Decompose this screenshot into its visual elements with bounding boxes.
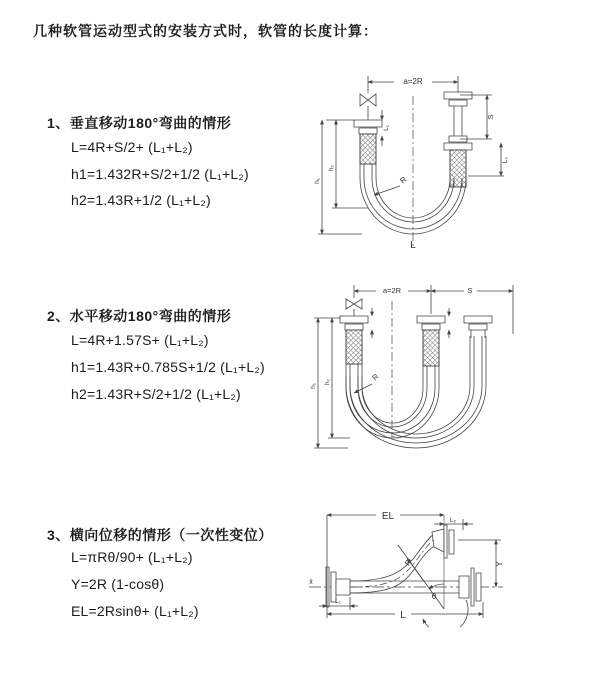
section-1-heading: 1、垂直移动180°弯曲的情形 <box>47 115 232 131</box>
dim-l1-label: L₁ <box>383 125 390 131</box>
dim-h2-label: h₂ <box>328 164 335 172</box>
radius-label: R <box>398 174 409 186</box>
dim-el-label: EL <box>381 511 395 522</box>
dim-l1-label: L₁ <box>335 598 341 605</box>
length-label: L <box>400 610 406 621</box>
length-label: L <box>410 240 416 251</box>
section-1-formula-h1: h1=1.432R+S/2+1/2 (L₁+L₂) <box>71 166 249 182</box>
section-2-formula-l: L=4R+1.57S+ (L₁+L₂) <box>71 332 209 348</box>
length-label: L <box>391 432 395 439</box>
dim-s-label: S <box>467 286 473 295</box>
dim-a-label: a=2R <box>403 77 423 86</box>
dim-h1-label: h₁ <box>314 178 321 184</box>
dim-s-label: S <box>486 114 495 120</box>
diagram-horizontal-180-bend <box>306 276 566 466</box>
section-1-formula-h2: h2=1.43R+1/2 (L₁+L₂) <box>71 192 211 208</box>
hose-drawing-3 <box>309 509 503 627</box>
theta-label: θ <box>431 592 437 601</box>
section-3-formula-el: EL=2Rsinθ+ (L₁+L₂) <box>71 603 199 619</box>
dim-l2-label: L₂ <box>502 156 509 164</box>
diagram-vertical-180-bend <box>308 66 538 251</box>
section-3-heading: 3、横向位移的情形（一次性变位） <box>47 527 273 543</box>
section-2-heading: 2、水平移动180°弯曲的情形 <box>47 308 232 324</box>
dim-a-label: a=2R <box>382 286 402 295</box>
dim-h1-label: h₁ <box>310 383 317 389</box>
section-3-formula-l: L=πRθ/90+ (L₁+L₂) <box>71 549 193 565</box>
dim-l2-label: L₂ <box>449 517 457 524</box>
page-title: 几种软管运动型式的安装方式时，软管的长度计算： <box>33 23 378 39</box>
hose-drawing-2 <box>314 285 513 448</box>
radius-label: R <box>402 557 414 568</box>
dim-h2-label: h₂ <box>324 378 331 386</box>
section-1-formula-l: L=4R+S/2+ (L₁+L₂) <box>71 139 193 155</box>
section-3-formula-y: Y=2R (1-cosθ) <box>71 576 165 592</box>
diagram-lateral-displacement <box>303 502 600 627</box>
section-2-formula-h1: h1=1.43R+0.785S+1/2 (L₁+L₂) <box>71 359 265 375</box>
hose-drawing-1 <box>318 75 504 246</box>
section-2-formula-h2: h2=1.43R+S/2+1/2 (L₁+L₂) <box>71 386 241 402</box>
dim-y-label: Y <box>495 561 504 567</box>
radius-label: R <box>370 371 381 383</box>
axis-mark: x̄ <box>309 579 313 586</box>
